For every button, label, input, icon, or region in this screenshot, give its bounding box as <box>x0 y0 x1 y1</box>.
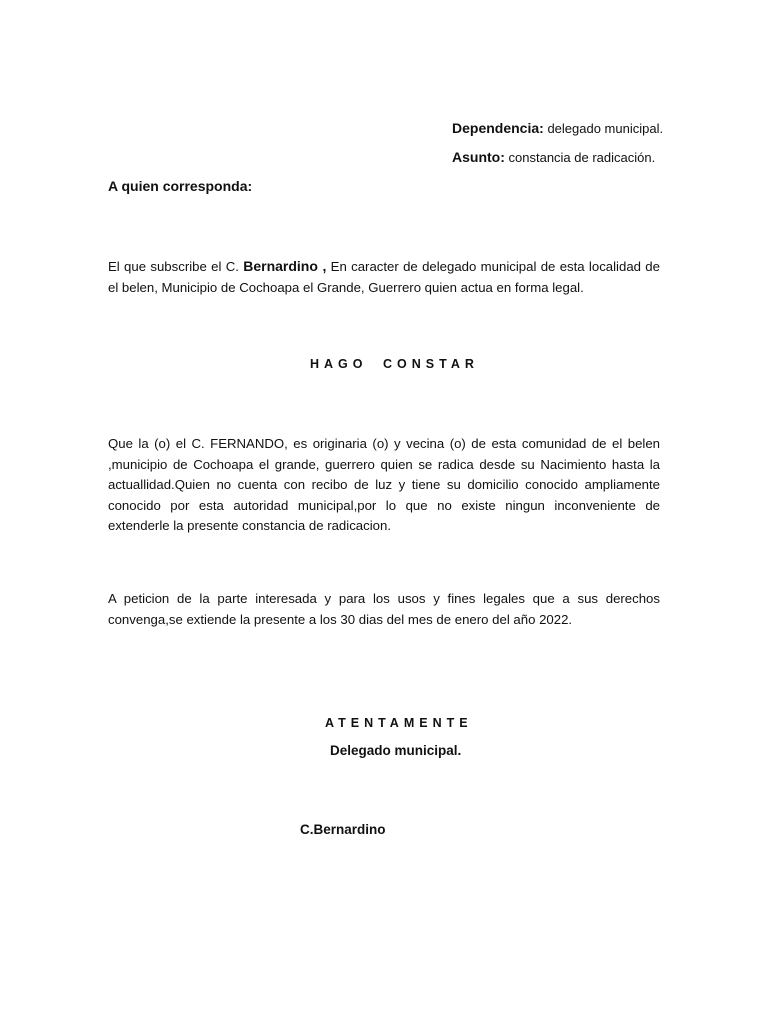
dependencia-line <box>452 120 663 137</box>
signature-name: C.Bernardino <box>300 822 386 837</box>
atentamente-heading: ATENTAMENTE <box>325 716 473 730</box>
asunto-label: Asunto: <box>452 149 505 165</box>
intro-suffix: En caracter de delegado municipal de esta localidad de el belen, Municipio de Cochoapa el Grande, Guerrero quien actua en forma legal. <box>108 259 660 295</box>
subscriber-name: Bernardino , <box>243 258 327 274</box>
dependencia-label: Dependencia: <box>452 120 544 136</box>
asunto-value: constancia de radicación. <box>508 150 656 165</box>
closing-paragraph: A peticion de la parte interesada y para los usos y fines legales que a sus derechos convenga,se extiende la presente a los 30 dias del mes de enero del año 2022. <box>108 591 660 627</box>
closing-role: Delegado municipal. <box>330 743 462 758</box>
constar-heading: CONSTAR <box>383 357 479 371</box>
dependencia-value: delegado municipal. <box>547 121 664 136</box>
hago-heading: HAGO <box>310 357 368 371</box>
asunto-line <box>452 149 655 166</box>
intro-paragraph <box>108 256 660 298</box>
body-paragraph: Que la (o) el C. FERNANDO, es originaria (o) y vecina (o) de esta comunidad de el belen ,municipio de Cochoapa el grande, guerrero quien se radica desde su Nacimiento hasta la actuallidad.Quien no cuenta con recibo de luz y tiene su domicilio conocido ampliamente conocido por esta autoridad municipal,por lo que no existe ningun inconveniente de extenderle la presente constancia de radicacion. <box>108 436 660 533</box>
salutation: A quien corresponda: <box>108 178 253 194</box>
intro-prefix: El que subscribe el C. <box>108 259 244 274</box>
